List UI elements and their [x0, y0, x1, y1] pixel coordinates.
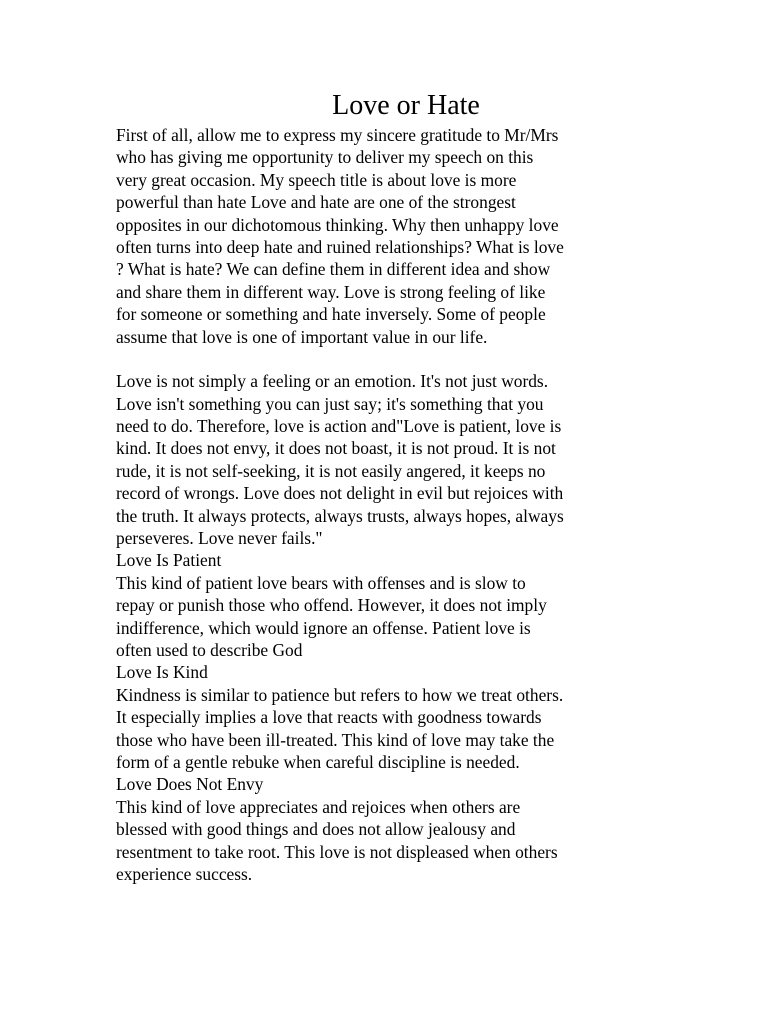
paragraph-kind: [116, 684, 656, 774]
text-line: record of wrongs. Love does not delight in evil but rejoices with: [116, 483, 564, 504]
text-line: This kind of love appreciates and rejoices when others are: [116, 796, 521, 817]
text-line: need to do. Therefore, love is action and"Love is patient, love is: [116, 416, 562, 437]
text-line: Love is not simply a feeling or an emotion. It's not just words.: [116, 371, 549, 392]
document-title: Love or Hate: [332, 90, 480, 121]
text-line: those who have been ill-treated. This kind of love may take the: [116, 729, 555, 750]
paragraph-patient: [116, 572, 656, 662]
text-line: It especially implies a love that reacts with goodness towards: [116, 707, 542, 728]
text-line: often turns into deep hate and ruined relationships? What is love: [116, 236, 564, 257]
text-line: experience success.: [116, 863, 253, 884]
document-body: [116, 124, 656, 885]
text-line: powerful than hate Love and hate are one of the strongest: [116, 192, 516, 213]
text-line: ? What is hate? We can define them in different idea and show: [116, 259, 551, 280]
text-line: resentment to take root. This love is not displeased when others: [116, 841, 558, 862]
text-line: form of a gentle rebuke when careful discipline is needed.: [116, 751, 520, 772]
text-line: very great occasion. My speech title is about love is more: [116, 169, 517, 190]
section-heading-patient: Love Is Patient: [116, 550, 222, 571]
text-line: repay or punish those who offend. However, it does not imply: [116, 595, 547, 616]
section-heading-kind: Love Is Kind: [116, 662, 208, 683]
section-heading-envy: Love Does Not Envy: [116, 774, 264, 795]
text-line: opposites in our dichotomous thinking. Why then unhappy love: [116, 214, 559, 235]
text-line: often used to describe God: [116, 639, 303, 660]
text-line: rude, it is not self-seeking, it is not easily angered, it keeps no: [116, 460, 546, 481]
text-line: blessed with good things and does not allow jealousy and: [116, 819, 516, 840]
text-line: who has giving me opportunity to deliver my speech on this: [116, 147, 534, 168]
text-line: the truth. It always protects, always trusts, always hopes, always: [116, 505, 564, 526]
text-line: for someone or something and hate inversely. Some of people: [116, 304, 546, 325]
text-line: and share them in different way. Love is strong feeling of like: [116, 281, 546, 302]
text-line: This kind of patient love bears with offenses and is slow to: [116, 572, 526, 593]
text-line: Love isn't something you can just say; it's something that you: [116, 393, 544, 414]
text-line: First of all, allow me to express my sincere gratitude to Mr/Mrs: [116, 125, 559, 145]
text-line: perseveres. Love never fails.": [116, 528, 323, 549]
text-line: Kindness is similar to patience but refers to how we treat others.: [116, 684, 564, 705]
text-line: kind. It does not envy, it does not boast, it is not proud. It is not: [116, 438, 556, 459]
text-line: indifference, which would ignore an offense. Patient love is: [116, 617, 531, 638]
paragraph-gap: [116, 348, 656, 370]
paragraph-definition: [116, 370, 656, 549]
text-line: assume that love is one of important value in our life.: [116, 326, 488, 347]
paragraph-intro: [116, 124, 656, 348]
paragraph-envy: [116, 796, 656, 886]
